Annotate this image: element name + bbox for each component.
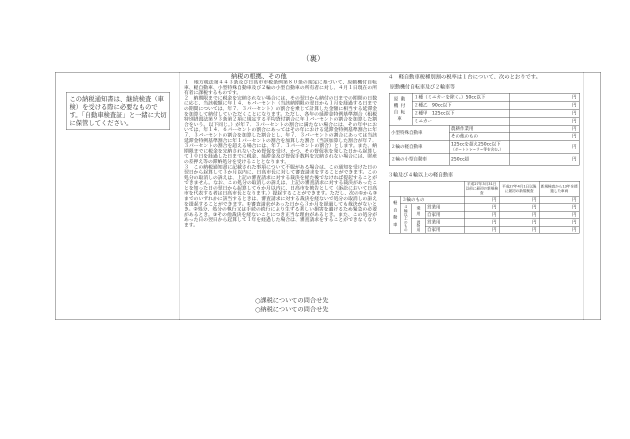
motorcycle-table-subheading: 原動機付自転車及び２輪車等 [390, 84, 455, 90]
light-two-wheel-note: （ボートトレーラー等を含む。） [451, 147, 504, 152]
passenger-commercial-amount-after-2015: 円 [500, 204, 540, 212]
passenger-commercial-amount-before-2015: 円 [465, 204, 500, 212]
small-two-wheel-label: ２輪の小型自動車 [390, 154, 450, 166]
small-two-wheel-amount: 円 [510, 154, 580, 166]
moped-group-label: 原動機付自転車 [390, 94, 413, 126]
light-two-wheel-desc: 125ccを超え250cc以下 [451, 142, 501, 147]
passenger-private-amount-before-2015: 円 [465, 212, 500, 220]
light-vehicle-table-subheading: ３輪及び４輪以上の軽自動車 [388, 172, 453, 178]
three-wheel-label: ３輪のもの [401, 197, 465, 205]
minicar-desc: ミニカー [413, 118, 510, 126]
basis-paragraph-3: ３ この納税通知書に記載された事項について不服がある場合は、この通知を受けた日の翌日から起算して３か月以内に、日高市長に対して審査請求をすることができます。この処分の取消しの訴えは、上記の審査請求に対する裁決を経た後でなければ提起することができません。なお、この処分の取消しの訴えは、上記の審査請求に対する裁決があったことを知った日の翌日から起算して６か月以内に、日高市を被告として（訴訟において日高市を代表する者は日高市長となります。）提起することができます。ただし、次の①から③までのいずれかに該当するときは、審査請求に対する裁決を経ないで処分の取消しの訴えを提起することができます。①審査請求があった日から３か月を経過しても裁決がないとき。②処分、処分の執行又は手続の続行により生ずる著しい損害を避けるため緊急の必要があるとき。③その他裁決を経ないことにつき正当な理由があるとき。また、この処分があった日の翌日から起算して１年を経過した場合は、審査請求をすることができなくなります。 [184, 164, 377, 229]
small-special-label: 小型特殊自動車 [390, 126, 450, 141]
header-blank-cell [390, 182, 465, 197]
four-wheel-group-label: ４輪以上のもの [403, 205, 409, 232]
passenger-private-amount-over-13-years: 円 [540, 212, 580, 220]
small-special-farm-desc: 農耕作業用 [450, 126, 510, 134]
four-wheel-group-cell [401, 204, 412, 234]
moped-class1-amount: 円 [510, 94, 580, 102]
small-two-wheel-desc: 250cc超 [450, 154, 510, 166]
moped-class1-desc: １種（ミニカーを除く。）50cc以下 [413, 94, 510, 102]
moped-class2b-desc: ２種乙 90cc以下 [413, 102, 510, 110]
cargo-private-label: 自家用 [426, 227, 465, 234]
light-two-wheel-desc-cell [450, 141, 510, 154]
small-special-other-amount: 円 [510, 133, 580, 141]
rate-table-motorcycles [389, 93, 580, 166]
basis-paragraph-2: ２ 納期限までに税金を完納されない場合には、その翌日から納付の日までの期間の日数に応じ、当該税額に年１４．６パーセント（当該納期限の翌日から１月を経過する日までの期間については、年７．３パーセント）の割合を乗じて計算した金額に相当する延滞金を加算して納付していただくことになります。ただし、各年の延滞金特例基準割合（租税特別措置法第９３条第２項に規定する平均貸付割合に年１パーセントの割合を加算した割合をいう。以下同じ。）が年７．３パーセントの割合に満たない場合には、その年中においては、年１４．６パーセントの割合にあってはその年における延滞金特例基準割合に年７．３パーセントの割合を加算した割合とし、年７．３パーセントの割合にあっては当該延滞金特例基準割合に年１パーセントの割合を加算した割合（当該加算した割合が年７．３パーセントの割合を超える場合には、年７．３パーセントの割合）とします。また、納期限までに税金を完納されないため督促を受け、かつ、その督促状を発した日から起算して１０日を経過した日までに税金、延滞金及び督促手数料を完納されない場合には、財産の差押え等の滞納処分を受けることとなります。 [184, 95, 377, 165]
header-after-2015: 平成27年4月1日以後に最初の新規検査 [500, 182, 540, 197]
three-wheel-amount-after-2015: 円 [500, 197, 540, 205]
cargo-private-amount-before-2015: 円 [465, 227, 500, 234]
cargo-label: 貨物用 [416, 220, 421, 232]
cargo-group-cell [412, 219, 426, 234]
keep-notice-box: この納税通知書は、継続検査（車検）を受ける際に必要なものです。「自動車検査証」と一緒に大切に保管してください。 [66, 92, 170, 130]
cargo-private-amount-over-13-years: 円 [540, 227, 580, 234]
moped-class2b-amount: 円 [510, 102, 580, 110]
header-over-13-years: 新規検査から13年を経過した車両 [540, 182, 580, 197]
minicar-amount: 円 [510, 118, 580, 126]
light-two-wheel-label: ２輪の軽自動車 [390, 141, 450, 154]
cargo-commercial-label: 営業用 [426, 219, 465, 227]
passenger-private-amount-after-2015: 円 [500, 212, 540, 220]
cargo-commercial-amount-after-2015: 円 [500, 219, 540, 227]
basis-paragraph-1: １ 地方税法第４４３条及び日高市市税条例第８０条の規定に基づいて、原動機付自転車、軽自動車、小型特殊自動車及び２輪の小型自動車の所有者に対し、４月１日現在の所有者に課税するものです。 [184, 80, 377, 96]
basis-heading: 納税の根拠、その他 [231, 72, 287, 80]
cargo-private-amount-after-2015: 円 [500, 227, 540, 234]
light-vehicle-group-cell [390, 197, 401, 234]
moped-class2a-amount: 円 [510, 110, 580, 118]
page-side-label: （裏） [302, 54, 325, 63]
moped-class2a-desc: ２種甲 125cc以下 [413, 110, 510, 118]
small-special-farm-amount: 円 [510, 126, 580, 134]
cargo-commercial-amount-before-2015: 円 [465, 219, 500, 227]
three-wheel-amount-before-2015: 円 [465, 197, 500, 205]
small-special-other-desc: その他のもの [450, 133, 510, 141]
right-perforation-line [583, 73, 584, 320]
rates-heading: ４ 軽自動車税種別割の税率は１台について、次のとおりです。 [388, 74, 541, 80]
light-vehicle-group-label: 軽自動車 [392, 200, 398, 230]
cargo-commercial-amount-over-13-years: 円 [540, 219, 580, 227]
passenger-commercial-label: 営業用 [426, 204, 465, 212]
passenger-group-cell [412, 204, 426, 219]
rate-table-light-vehicles [389, 181, 580, 234]
tax-inquiry-label: ○課税についての問合せ先 [255, 296, 329, 304]
basis-paragraphs [184, 80, 377, 292]
payment-inquiry-label: ○納税についての問合せ先 [255, 305, 329, 313]
passenger-label: 乗用 [416, 205, 421, 217]
header-before-2015: 平成27年3月31日以前に最初の新規検査 [465, 181, 498, 195]
left-perforation-line [179, 73, 180, 320]
light-two-wheel-amount: 円 [510, 141, 580, 154]
passenger-private-label: 自家用 [426, 212, 465, 220]
three-wheel-amount-over-13-years: 円 [540, 197, 580, 205]
passenger-commercial-amount-over-13-years: 円 [540, 204, 580, 212]
